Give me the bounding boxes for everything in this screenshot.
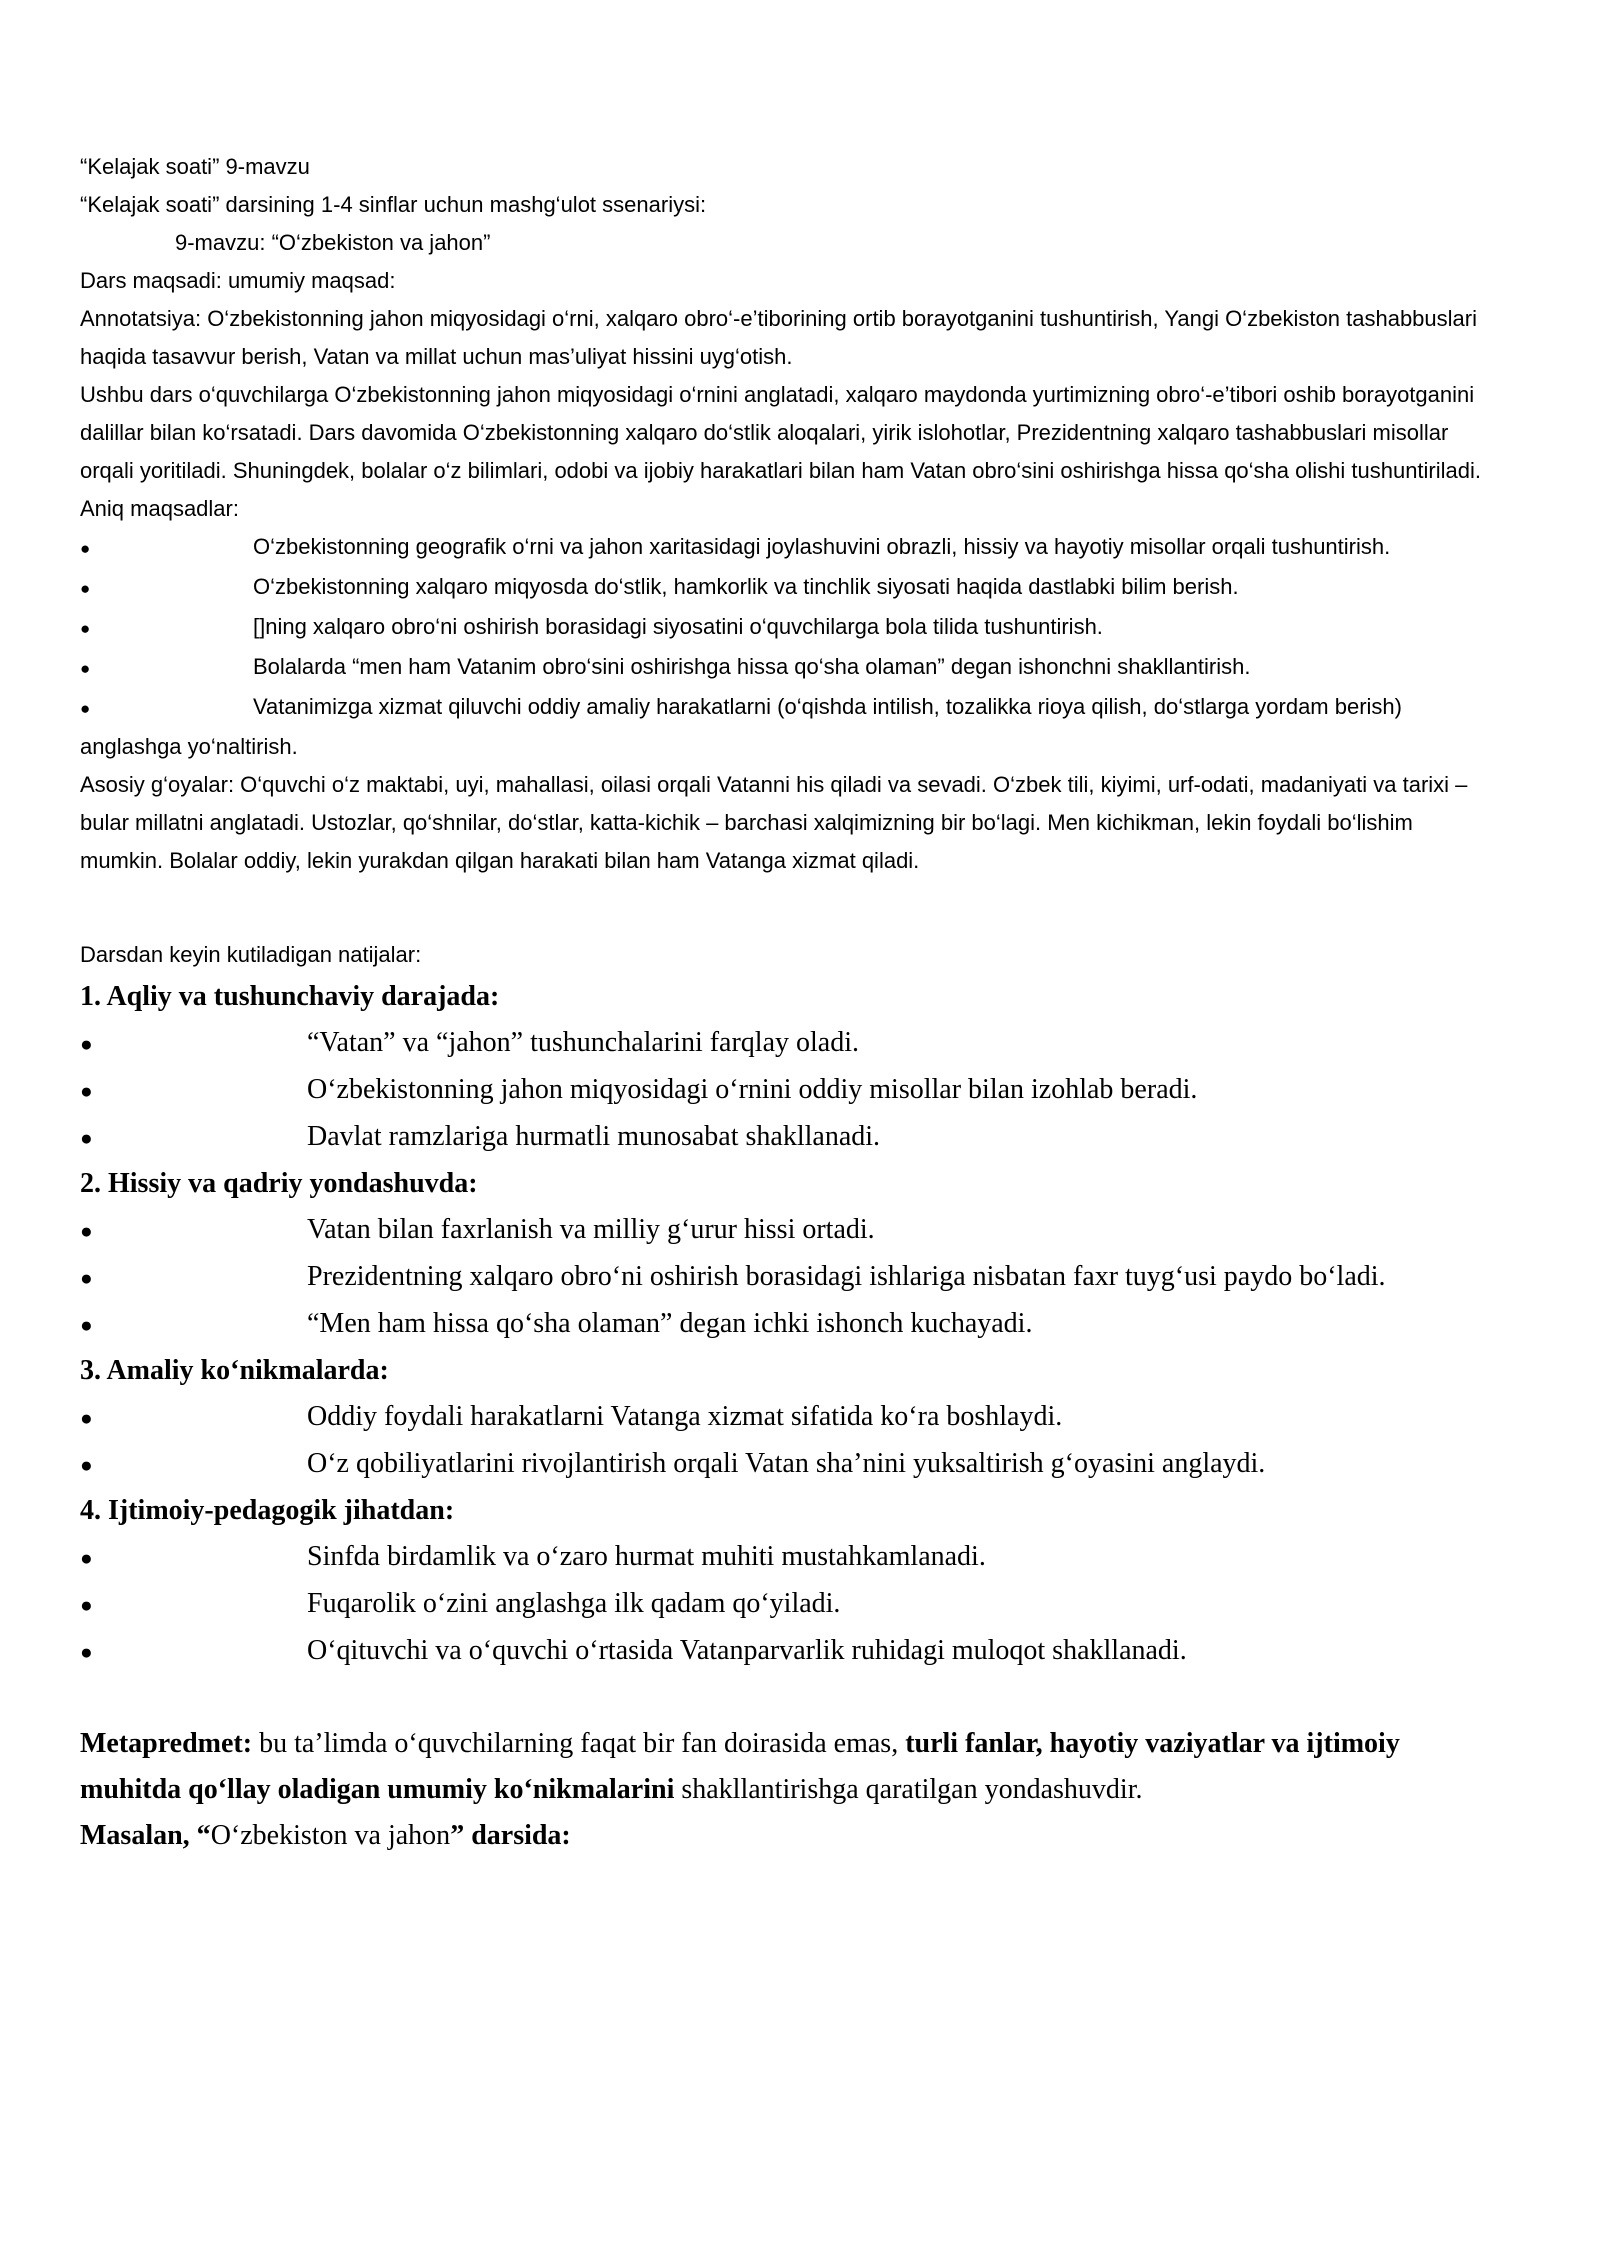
bullet-text: Sinfda birdamlik va o‘zaro hurmat muhiti mustahkamlanadi. [307, 1541, 986, 1572]
paragraph: “Kelajak soati” 9-mavzu [80, 154, 310, 179]
bullet-text: O‘zbekistonning xalqaro miqyosda do‘stlik, hamkorlik va tinchlik siyosati haqida dastlabki bilim berish. [253, 574, 1239, 599]
paragraph: Aniq maqsadlar: [80, 496, 239, 521]
section-heading: 3. Amaliy ko‘nikmalarda: [80, 1355, 389, 1386]
bullet-text: O‘z qobiliyatlarini rivojlantirish orqali Vatan sha’nini yuksaltirish g‘oyasini anglaydi. [307, 1448, 1266, 1479]
bullet-icon: ● [80, 1593, 93, 1617]
document-body [80, 148, 1500, 1859]
section-heading: 4. Ijtimoiy-pedagogik jihatdan: [80, 1495, 455, 1526]
bullet-item [80, 1628, 1500, 1675]
bullet-icon: ● [80, 1546, 93, 1570]
bullet-icon: ● [80, 1453, 93, 1477]
text: shakllantirishga qaratilgan yondashuvdir. [674, 1774, 1143, 1805]
bullet-icon: ● [80, 1406, 93, 1430]
paragraph-gap [80, 1675, 1500, 1721]
bullet-icon: ● [80, 1640, 93, 1664]
paragraph: Darsdan keyin kutiladigan natijalar: [80, 942, 422, 967]
paragraph: Annotatsiya: O‘zbekistonning jahon miqyosidagi o‘rni, xalqaro obro‘-e’tiborining ortib borayotganini tushuntirish, Yangi O‘zbekiston tashabbuslari haqida tasavvur berish, Vatan va millat uchun mas’uliyat hissini uyg‘otish. [80, 306, 1477, 369]
paragraph [80, 1721, 1500, 1813]
bullet-item [80, 1207, 1500, 1254]
bullet-item [80, 688, 1500, 766]
paragraph-gap [80, 880, 1500, 936]
bullet-icon: ● [80, 699, 91, 718]
bullet-icon: ● [80, 659, 91, 678]
section-heading: 1. Aqliy va tushunchaviy darajada: [80, 981, 500, 1012]
bullet-item [80, 1114, 1500, 1161]
bullet-icon: ● [80, 619, 91, 638]
bullet-text: O‘qituvchi va o‘quvchi o‘rtasida Vatanparvarlik ruhidagi muloqot shakllanadi. [307, 1635, 1187, 1666]
bullet-item [80, 528, 1500, 568]
paragraph: 9-mavzu: “O‘zbekiston va jahon” [175, 230, 491, 255]
bullet-icon: ● [80, 1313, 93, 1337]
bold-text: Metapredmet: [80, 1728, 260, 1759]
paragraph: Asosiy g‘oyalar: O‘quvchi o‘z maktabi, uyi, mahallasi, oilasi orqali Vatanni his qiladi va sevadi. O‘zbek tili, kiyimi, urf-odati, madaniyati va tarixi – bular millatni anglatadi. Ustozlar, qo‘shnilar, do‘stlar, katta-kichik – barchasi xalqimizning bir bo‘lagi. Men kichikman, lekin foydali bo‘lishim mumkin. Bolalar oddiy, lekin yurakdan qilgan harakati bilan ham Vatanga xizmat qiladi. [80, 772, 1468, 873]
bullet-icon: ● [80, 539, 91, 558]
bullet-item [80, 1534, 1500, 1581]
paragraph: Dars maqsadi: umumiy maqsad: [80, 268, 396, 293]
bullet-text: “Vatan” va “jahon” tushunchalarini farqlay oladi. [307, 1027, 859, 1058]
paragraph [80, 1813, 1500, 1859]
bullet-icon: ● [80, 579, 91, 598]
bullet-text: Prezidentning xalqaro obro‘ni oshirish borasidagi ishlariga nisbatan faxr tuyg‘usi paydo bo‘ladi. [307, 1261, 1386, 1292]
bullet-text: Fuqarolik o‘zini anglashga ilk qadam qo‘yiladi. [307, 1588, 841, 1619]
bullet-item [80, 648, 1500, 688]
bullet-item [80, 1067, 1500, 1114]
bullet-item [80, 1254, 1500, 1301]
bullet-icon: ● [80, 1266, 93, 1290]
bullet-item [80, 1020, 1500, 1067]
bullet-text: O‘zbekistonning jahon miqyosidagi o‘rnini oddiy misollar bilan izohlab beradi. [307, 1074, 1198, 1105]
bullet-icon: ● [80, 1079, 93, 1103]
bold-text: Masalan, “ [80, 1820, 211, 1851]
bold-text: turli fanlar, hayotiy vaziyatlar va ijtimoiy muhitda qo‘llay oladigan umumiy ko‘nikmalarini [80, 1728, 1400, 1805]
bullet-item [80, 1394, 1500, 1441]
text: bu ta’limda o‘quvchilarning faqat bir fan doirasida emas, [259, 1728, 906, 1759]
bullet-item [80, 568, 1500, 608]
bullet-icon: ● [80, 1219, 93, 1243]
bullet-text: []ning xalqaro obro‘ni oshirish borasidagi siyosatini o‘quvchilarga bola tilida tushuntirish. [253, 614, 1103, 639]
bullet-item [80, 1581, 1500, 1628]
text: O‘zbekiston va jahon [210, 1820, 451, 1851]
bullet-item [80, 608, 1500, 648]
bullet-text: “Men ham hissa qo‘sha olaman” degan ichki ishonch kuchayadi. [307, 1308, 1033, 1339]
bullet-item [80, 1441, 1500, 1488]
bullet-text: Vatanimizga xizmat qiluvchi oddiy amaliy harakatlarni (o‘qishda intilish, tozalikka rioya qilish, do‘stlarga yordam berish) anglashga yo‘naltirish. [80, 694, 1402, 759]
bullet-item [80, 1301, 1500, 1348]
section-heading: 2. Hissiy va qadriy yondashuvda: [80, 1168, 478, 1199]
bullet-text: Vatan bilan faxrlanish va milliy g‘urur hissi ortadi. [307, 1214, 875, 1245]
bullet-text: O‘zbekistonning geografik o‘rni va jahon xaritasidagi joylashuvini obrazli, hissiy va hayotiy misollar orqali tushuntirish. [253, 534, 1391, 559]
paragraph: Ushbu dars o‘quvchilarga O‘zbekistonning jahon miqyosidagi o‘rnini anglatadi, xalqaro maydonda yurtimizning obro‘-e’tibori oshib borayotganini dalillar bilan ko‘rsatadi. Dars davomida O‘zbekistonning xalqaro do‘stlik aloqalari, yirik islohotlar, Prezidentning xalqaro tashabbuslari misollar orqali yoritiladi. Shuningdek, bolalar o‘z bilimlari, odobi va ijobiy harakatlari bilan ham Vatan obro‘sini oshirishga hissa qo‘sha olishi tushuntiriladi. [80, 382, 1482, 483]
bullet-icon: ● [80, 1032, 93, 1056]
bold-text: ” darsida: [450, 1820, 571, 1851]
bullet-text: Oddiy foydali harakatlarni Vatanga xizmat sifatida ko‘ra boshlaydi. [307, 1401, 1063, 1432]
paragraph: “Kelajak soati” darsining 1-4 sinflar uchun mashg‘ulot ssenariysi: [80, 192, 707, 217]
bullet-text: Bolalarda “men ham Vatanim obro‘sini oshirishga hissa qo‘sha olaman” degan ishonchni shakllantirish. [253, 654, 1251, 679]
bullet-text: Davlat ramzlariga hurmatli munosabat shakllanadi. [307, 1121, 881, 1152]
bullet-icon: ● [80, 1126, 93, 1150]
